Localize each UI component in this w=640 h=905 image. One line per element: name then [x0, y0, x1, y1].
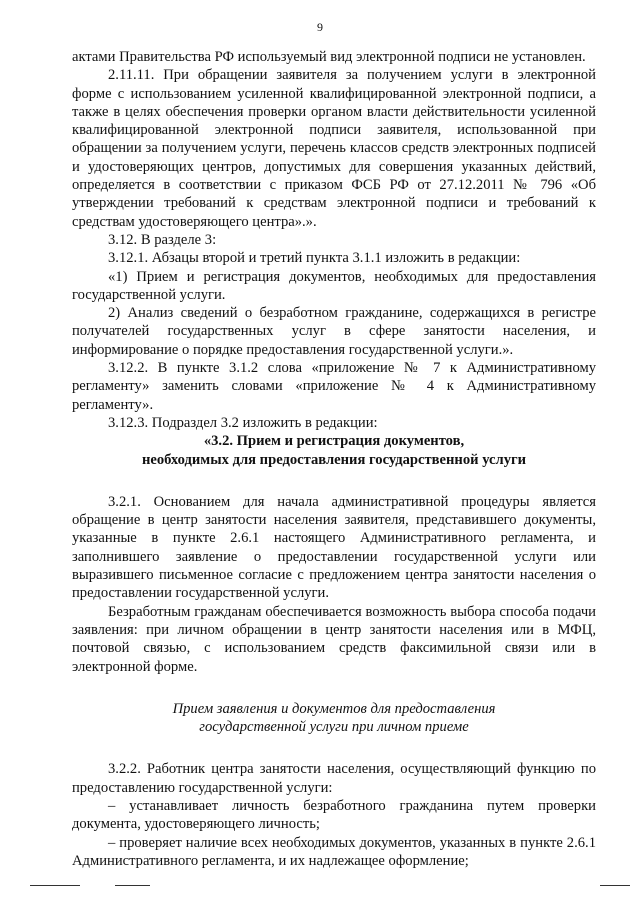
spacer	[72, 469, 596, 493]
footer-mark	[115, 885, 150, 886]
footer-mark	[30, 885, 80, 886]
section-heading-line-1: «3.2. Прием и регистрация документов,	[203, 433, 465, 450]
list-item-identity-check: – устанавливает личность безработного гражданина путем проверки документа, удостоверяющего личность;	[72, 797, 596, 833]
list-item-documents-check: – проверяет наличие всех необходимых документов, указанных в пункте 2.6.1 Административного регламента, и их надлежащее оформление;	[72, 834, 596, 869]
paragraph-item-1: «1) Прием и регистрация документов, необходимых для предоставления государственной услуги.	[72, 268, 596, 303]
footer-mark	[600, 885, 630, 886]
paragraph-submission-methods: Безработным гражданам обеспечивается возможность выбора способа подачи заявления: при личном обращении в центр занятости населения или в МФЦ, почтовой связью, с использованием средств факсимильной связи или в электронной форме.	[72, 603, 596, 675]
subsection-heading-line-1: Прием заявления и документов для предоставления	[172, 700, 496, 717]
spacer	[72, 676, 596, 700]
subsection-heading-line-2: государственной услуги при личном приеме	[199, 719, 469, 736]
paragraph-3-2-1: 3.2.1. Основанием для начала административной процедуры является обращение в центр занятости населения заявителя, представившего документы, указанные в пункте 2.6.1 настоящего Административного регламента, и заполнившего заявление о предоставлении государственной услуги или выразившего письменное согласие с предложением центра занятости населения о предоставлении государственной услуги.	[72, 493, 596, 602]
paragraph-2-11-11: 2.11.11. При обращении заявителя за получением услуги в электронной форме с использованием усиленной квалифицированной электронной подписи, а также в целях обеспечения проверки органом власти действительности усиленной квалифицированной электронной подписи заявителя, использованной при обращении за получением услуги, перечень классов средств электронных подписей и удостоверяющих центров, допустимых для совершения указанных действий, определяется в соответствии с приказом ФСБ РФ от 27.12.2011 № 796 «Об утверждении требований к средствам электронной подписи и требований к средствам удостоверяющего центра».».	[72, 67, 596, 230]
page-number: 9	[317, 20, 323, 34]
paragraph-3-12: 3.12. В разделе 3:	[108, 231, 217, 248]
spacer	[72, 736, 596, 760]
paragraph-3-12-2: 3.12.2. В пункте 3.1.2 слова «приложение № 7 к Административному регламенту» заменить словами «приложение № 4 к Административному регламенту».	[72, 360, 596, 413]
paragraph-continuation: актами Правительства РФ используемый вид электронной подписи не установлен.	[72, 49, 586, 65]
paragraph-item-2: 2) Анализ сведений о безработном гражданине, содержащихся в регистре получателей государственных услуг в сфере занятости населения, и информирование о порядке предоставления государственной услуги.».	[72, 305, 596, 358]
paragraph-3-12-3: 3.12.3. Подраздел 3.2 изложить в редакции:	[108, 414, 378, 431]
paragraph-3-12-1: 3.12.1. Абзацы второй и третий пункта 3.1.1 изложить в редакции:	[108, 250, 521, 267]
paragraph-3-2-2: 3.2.2. Работник центра занятости населения, осуществляющий функцию по предоставлению государственной услуги:	[72, 761, 596, 796]
section-heading-line-2: необходимых для предоставления государственной услуги	[141, 451, 527, 468]
scan-footer-marks	[0, 885, 640, 891]
document-body	[72, 48, 596, 870]
